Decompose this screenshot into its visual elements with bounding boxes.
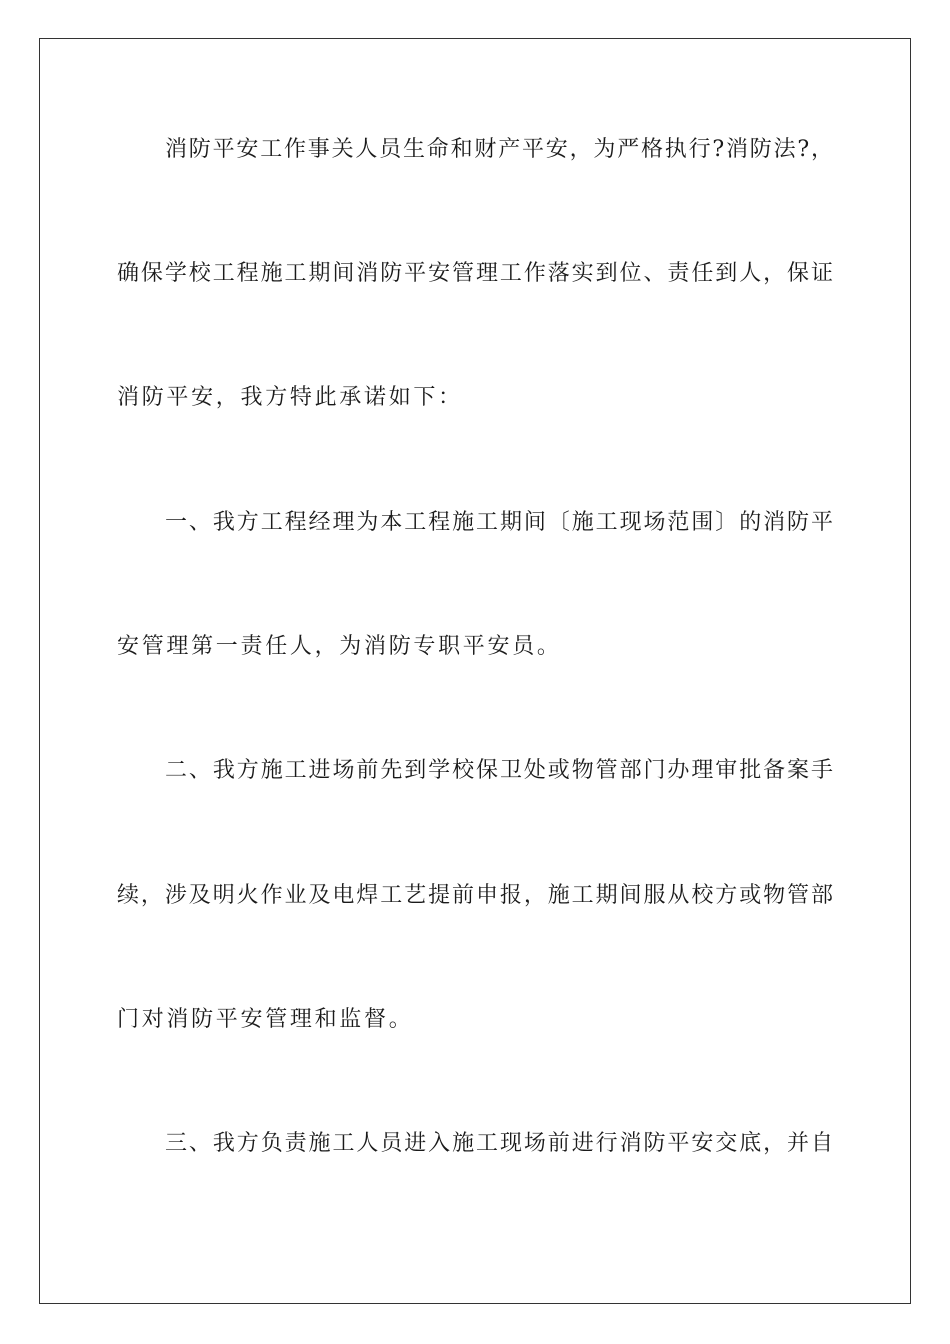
paragraph-line: 安管理第一责任人，为消防专职平安员。 [117, 634, 562, 659]
paragraph-line: 二、我方施工进场前先到学校保卫处或物管部门办理审批备案手 [165, 758, 833, 783]
paragraph-line: 一、我方工程经理为本工程施工期间〔施工现场范围〕的消防平 [165, 510, 833, 535]
paragraph-line: 确保学校工程施工期间消防平安管理工作落实到位、责任到人，保证 [117, 261, 833, 286]
paragraph-line: 消防平安工作事关人员生命和财产平安，为严格执行?消防法?， [165, 137, 833, 162]
paragraph-line: 续，涉及明火作业及电焊工艺提前申报，施工期间服从校方或物管部 [117, 883, 833, 908]
paragraph-line: 三、我方负责施工人员进入施工现场前进行消防平安交底，并自 [165, 1131, 833, 1156]
page-border [39, 38, 911, 1304]
paragraph-line: 门对消防平安管理和监督。 [117, 1007, 414, 1032]
paragraph-line: 消防平安，我方特此承诺如下： [117, 385, 463, 410]
